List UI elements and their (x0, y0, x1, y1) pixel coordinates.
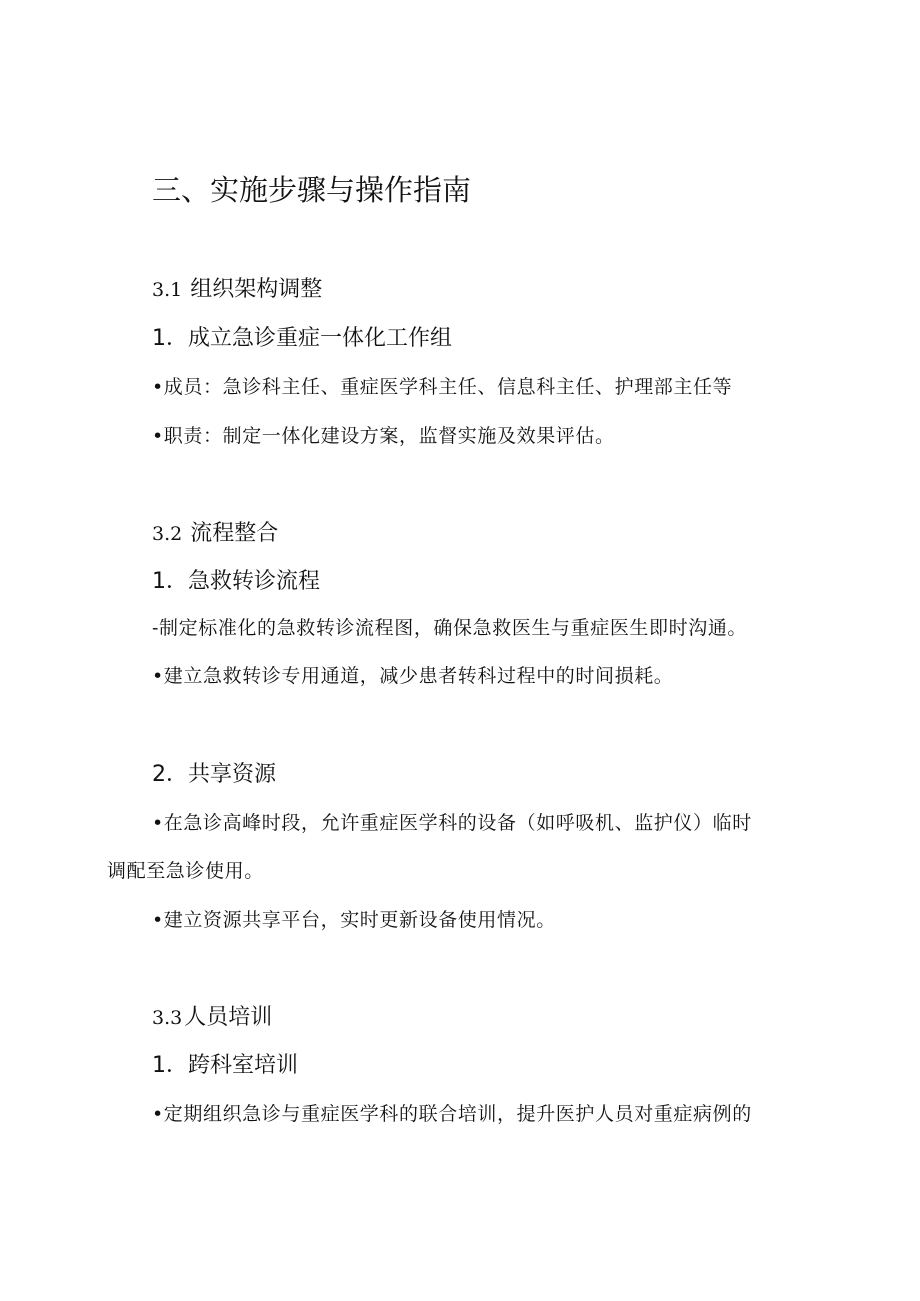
subheading-work-group: 1．成立急诊重症一体化工作组 (152, 326, 452, 351)
section-heading-3-2 (152, 516, 278, 547)
section-number: 3.2 (152, 523, 183, 545)
paragraph-equipment-line-2: 调配至急诊使用。 (107, 860, 264, 882)
chapter-heading: 三、实施步骤与操作指南 (152, 173, 472, 207)
section-heading-3-1 (152, 272, 322, 303)
paragraph-referral-channel: •建立急救转诊专用通道，减少患者转科过程中的时间损耗。 (152, 665, 674, 687)
paragraph-joint-training: •定期组织急诊与重症医学科的联合培训，提升医护人员对重症病例的 (152, 1103, 752, 1125)
subheading-shared-resources: 2．共享资源 (152, 762, 276, 787)
paragraph-resource-platform: •建立资源共享平台，实时更新设备使用情况。 (152, 909, 556, 931)
paragraph-members: •成员：急诊科主任、重症医学科主任、信息科主任、护理部主任等 (152, 376, 733, 398)
section-title: 人员培训 (184, 1005, 273, 1030)
paragraph-referral-flowchart: -制定标准化的急救转诊流程图，确保急救医生与重症医生即时沟通。 (152, 617, 748, 639)
subheading-cross-department-training: 1．跨科室培训 (152, 1053, 298, 1078)
section-title: 流程整合 (190, 521, 279, 546)
paragraph-equipment-line-1: •在急诊高峰时段，允许重症医学科的设备（如呼吸机、监护仪）临时 (152, 812, 752, 834)
section-title: 组织架构调整 (190, 277, 323, 302)
section-number: 3.3 (152, 1007, 183, 1029)
paragraph-duties: •职责：制定一体化建设方案，监督实施及效果评估。 (152, 425, 615, 447)
subheading-referral-process: 1．急救转诊流程 (152, 569, 320, 594)
section-heading-3-3 (152, 1000, 272, 1031)
section-number: 3.1 (152, 279, 183, 301)
